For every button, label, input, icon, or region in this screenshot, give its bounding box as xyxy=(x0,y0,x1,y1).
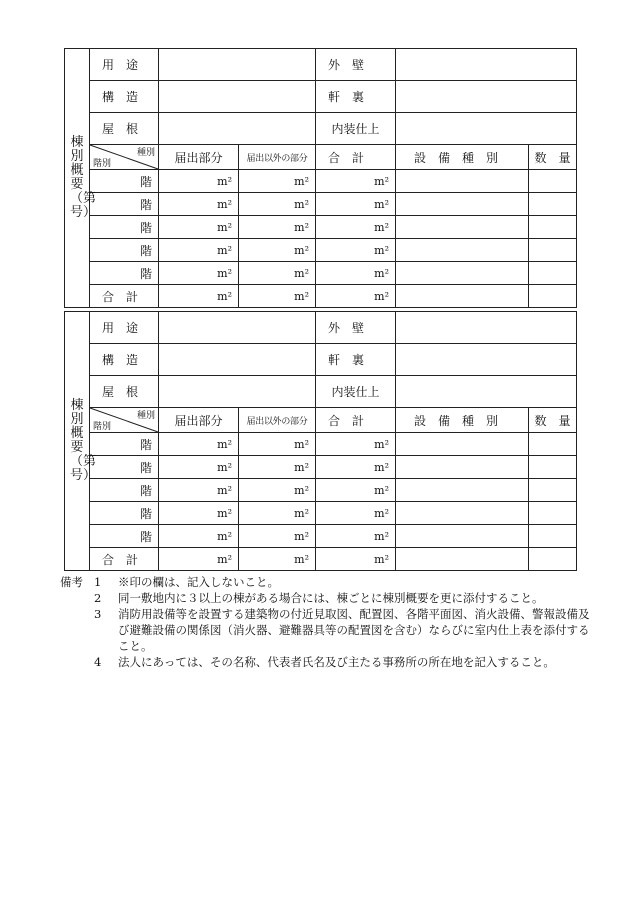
quantity-cell[interactable] xyxy=(529,456,577,479)
structure-label-cell xyxy=(90,81,159,113)
non-reported-area-cell[interactable] xyxy=(239,525,316,548)
remarks-text: 消防用設備等を設置する建築物の付近見取図、配置図、各階平面図、消火設備、警報設備及び避難設備の関係図（消火器、避難器具等の配置図を含む）ならびに室内仕上表を添付すること。 xyxy=(118,607,590,653)
total-area-cell[interactable] xyxy=(316,502,396,525)
unit-label: m² xyxy=(217,506,232,520)
unit-label: m² xyxy=(217,437,232,451)
total-row-label-cell xyxy=(90,285,159,308)
diagonal-header-cell xyxy=(90,145,159,170)
unit-label: m² xyxy=(374,220,389,234)
equipment-type-cell[interactable] xyxy=(396,170,529,193)
total-row xyxy=(65,548,577,571)
remarks-text: 同一敷地内に３以上の棟がある場合には、棟ごとに棟別概要を更に添付すること。 xyxy=(118,591,544,605)
remarks-item-2 xyxy=(60,590,600,606)
quantity-cell[interactable] xyxy=(529,239,577,262)
interior-finish-input[interactable] xyxy=(396,376,577,408)
total-header-label: 合 計 xyxy=(328,150,365,165)
reported-part-header xyxy=(159,145,239,170)
floor-cell[interactable] xyxy=(90,216,159,239)
unit-label: m² xyxy=(217,266,232,280)
floor-row xyxy=(65,525,577,548)
unit-label: m² xyxy=(374,437,389,451)
roof-label-cell xyxy=(90,113,159,145)
non-reported-area-total-cell[interactable] xyxy=(239,285,316,308)
structure-label: 構 造 xyxy=(102,90,139,104)
floor-label: 階 xyxy=(139,197,152,212)
eaves-label-cell xyxy=(316,81,396,113)
eaves-label: 軒 裏 xyxy=(328,353,365,367)
roof-label: 屋 根 xyxy=(102,385,139,399)
quantity-cell[interactable] xyxy=(529,525,577,548)
equipment-type-cell[interactable] xyxy=(396,433,529,456)
unit-label: m² xyxy=(217,460,232,474)
unit-label: m² xyxy=(374,460,389,474)
remarks xyxy=(60,574,600,670)
floor-cell[interactable] xyxy=(90,262,159,285)
exterior-wall-input[interactable] xyxy=(396,49,577,81)
floor-label: 階 xyxy=(139,460,152,475)
eaves-input[interactable] xyxy=(396,81,577,113)
unit-label: m² xyxy=(374,483,389,497)
total-area-cell[interactable] xyxy=(316,525,396,548)
non-reported-area-cell[interactable] xyxy=(239,456,316,479)
unit-label: m² xyxy=(217,197,232,211)
unit-label: m² xyxy=(374,552,389,566)
quantity-cell[interactable] xyxy=(529,548,577,571)
total-area-cell[interactable] xyxy=(316,262,396,285)
total-header xyxy=(316,408,396,433)
type-label: 種別 xyxy=(136,148,155,158)
reported-area-cell[interactable] xyxy=(159,262,239,285)
reported-area-cell[interactable] xyxy=(159,456,239,479)
remarks-item-4 xyxy=(60,654,600,670)
total-area-cell[interactable] xyxy=(316,239,396,262)
quantity-label: 数 量 xyxy=(534,150,571,165)
total-area-cell[interactable] xyxy=(316,479,396,502)
unit-label: m² xyxy=(374,529,389,543)
total-header-label: 合 計 xyxy=(328,413,365,428)
structure-input[interactable] xyxy=(159,81,316,113)
reported-area-total-cell[interactable] xyxy=(159,285,239,308)
equipment-type-cell[interactable] xyxy=(396,548,529,571)
reported-area-cell[interactable] xyxy=(159,239,239,262)
reported-area-cell[interactable] xyxy=(159,170,239,193)
quantity-cell[interactable] xyxy=(529,216,577,239)
non-reported-area-cell[interactable] xyxy=(239,479,316,502)
unit-label: m² xyxy=(374,289,389,303)
quantity-cell[interactable] xyxy=(529,262,577,285)
equipment-type-cell[interactable] xyxy=(396,479,529,502)
floor-row xyxy=(65,216,577,239)
total-area-cell[interactable] xyxy=(316,193,396,216)
interior-finish-label-cell xyxy=(316,376,396,408)
exterior-wall-label-cell xyxy=(316,49,396,81)
type-label: 種別 xyxy=(136,411,155,421)
equipment-type-header xyxy=(396,145,529,170)
remarks-item-3 xyxy=(60,606,600,654)
unit-label: m² xyxy=(217,220,232,234)
floor-row xyxy=(65,239,577,262)
unit-label: m² xyxy=(374,174,389,188)
floor-row xyxy=(65,433,577,456)
eaves-label-cell xyxy=(316,344,396,376)
floor-row xyxy=(65,193,577,216)
floor-label: 階 xyxy=(139,220,152,235)
non-reported-area-cell[interactable] xyxy=(239,433,316,456)
total-area-cell[interactable] xyxy=(316,433,396,456)
reported-part-label: 届出部分 xyxy=(174,150,223,165)
total-row xyxy=(65,285,577,308)
floor-cell[interactable] xyxy=(90,479,159,502)
remarks-item-1 xyxy=(60,574,600,590)
floor-label: 階 xyxy=(139,243,152,258)
reported-area-cell[interactable] xyxy=(159,502,239,525)
unit-label: m² xyxy=(374,506,389,520)
quantity-cell[interactable] xyxy=(529,193,577,216)
unit-label: m² xyxy=(294,289,309,303)
non-reported-area-cell[interactable] xyxy=(239,216,316,239)
use-label: 用 途 xyxy=(102,58,139,72)
quantity-label: 数 量 xyxy=(534,413,571,428)
non-reported-area-cell[interactable] xyxy=(239,170,316,193)
total-header xyxy=(316,145,396,170)
quantity-cell[interactable] xyxy=(529,433,577,456)
exterior-wall-label: 外 壁 xyxy=(328,58,365,72)
total-area-total-cell[interactable] xyxy=(316,285,396,308)
structure-input[interactable] xyxy=(159,344,316,376)
equipment-type-label: 設 備 種 別 xyxy=(414,150,499,165)
interior-finish-label: 内装仕上 xyxy=(331,122,380,136)
unit-label: m² xyxy=(374,266,389,280)
floor-label: 階 xyxy=(139,266,152,281)
total-area-cell[interactable] xyxy=(316,216,396,239)
floor-row xyxy=(65,262,577,285)
equipment-type-cell[interactable] xyxy=(396,262,529,285)
floor-label: 階 xyxy=(139,437,152,452)
use-label: 用 途 xyxy=(102,321,139,335)
equipment-type-label: 設 備 種 別 xyxy=(414,413,499,428)
non-reported-area-total-cell[interactable] xyxy=(239,548,316,571)
unit-label: m² xyxy=(294,460,309,474)
non-reported-area-cell[interactable] xyxy=(239,502,316,525)
reported-part-label: 届出部分 xyxy=(174,413,223,428)
floor-label: 階 xyxy=(139,174,152,189)
total-area-cell[interactable] xyxy=(316,456,396,479)
floor-label: 階 xyxy=(139,483,152,498)
non-reported-area-cell[interactable] xyxy=(239,262,316,285)
remarks-text: ※印の欄は、記入しないこと。 xyxy=(118,575,279,589)
roof-label: 屋 根 xyxy=(102,122,139,136)
quantity-header xyxy=(529,408,577,433)
use-input[interactable] xyxy=(159,49,316,81)
exterior-wall-label: 外 壁 xyxy=(328,321,365,335)
exterior-wall-input[interactable] xyxy=(396,312,577,344)
interior-finish-label-cell xyxy=(316,113,396,145)
non-reported-part-header xyxy=(239,408,316,433)
structure-label: 構 造 xyxy=(102,353,139,367)
unit-label: m² xyxy=(217,483,232,497)
floor-row xyxy=(65,170,577,193)
equipment-type-cell[interactable] xyxy=(396,525,529,548)
non-reported-area-cell[interactable] xyxy=(239,239,316,262)
equipment-type-cell[interactable] xyxy=(396,193,529,216)
unit-label: m² xyxy=(294,243,309,257)
remarks-number: 3 xyxy=(94,607,102,621)
reported-area-cell[interactable] xyxy=(159,193,239,216)
unit-label: m² xyxy=(217,552,232,566)
unit-label: m² xyxy=(294,552,309,566)
use-input[interactable] xyxy=(159,312,316,344)
quantity-cell[interactable] xyxy=(529,170,577,193)
non-reported-part-label: 届出以外の部分 xyxy=(246,153,308,164)
unit-label: m² xyxy=(294,483,309,497)
reported-part-header xyxy=(159,408,239,433)
unit-label: m² xyxy=(294,266,309,280)
interior-finish-input[interactable] xyxy=(396,113,577,145)
unit-label: m² xyxy=(217,529,232,543)
remarks-number: 2 xyxy=(94,591,102,605)
non-reported-area-cell[interactable] xyxy=(239,193,316,216)
equipment-type-header xyxy=(396,408,529,433)
remarks-number: 1 xyxy=(94,575,102,589)
floor-row xyxy=(65,456,577,479)
total-area-cell[interactable] xyxy=(316,170,396,193)
total-area-total-cell[interactable] xyxy=(316,548,396,571)
floor-label: 階 xyxy=(139,529,152,544)
floor-type-label: 階別 xyxy=(93,159,112,169)
floor-cell[interactable] xyxy=(90,525,159,548)
equipment-type-cell[interactable] xyxy=(396,456,529,479)
quantity-header xyxy=(529,145,577,170)
eaves-input[interactable] xyxy=(396,344,577,376)
equipment-type-cell[interactable] xyxy=(396,502,529,525)
remarks-number: 4 xyxy=(94,655,102,669)
unit-label: m² xyxy=(294,437,309,451)
roof-input[interactable] xyxy=(159,113,316,145)
unit-label: m² xyxy=(294,220,309,234)
remarks-heading: 備考 xyxy=(60,575,83,589)
floor-row xyxy=(65,502,577,525)
unit-label: m² xyxy=(374,243,389,257)
quantity-cell[interactable] xyxy=(529,502,577,525)
floor-cell[interactable] xyxy=(90,433,159,456)
non-reported-part-label: 届出以外の部分 xyxy=(246,416,308,427)
structure-label-cell xyxy=(90,344,159,376)
floor-row xyxy=(65,479,577,502)
equipment-type-cell[interactable] xyxy=(396,285,529,308)
building-overview-table-2 xyxy=(64,311,577,571)
total-row-label: 合 計 xyxy=(102,552,139,567)
equipment-type-cell[interactable] xyxy=(396,239,529,262)
total-row-label-cell xyxy=(90,548,159,571)
use-label-cell xyxy=(90,312,159,344)
unit-label: m² xyxy=(217,243,232,257)
reported-area-cell[interactable] xyxy=(159,525,239,548)
reported-area-total-cell[interactable] xyxy=(159,548,239,571)
unit-label: m² xyxy=(217,174,232,188)
floor-type-label: 階別 xyxy=(93,422,112,432)
reported-area-cell[interactable] xyxy=(159,216,239,239)
exterior-wall-label-cell xyxy=(316,312,396,344)
remarks-text: 法人にあっては、その名称、代表者氏名及び主たる事務所の所在地を記入すること。 xyxy=(118,655,555,669)
quantity-cell[interactable] xyxy=(529,285,577,308)
unit-label: m² xyxy=(294,529,309,543)
eaves-label: 軒 裏 xyxy=(328,90,365,104)
unit-label: m² xyxy=(294,506,309,520)
non-reported-part-header xyxy=(239,145,316,170)
building-overview-table-1 xyxy=(64,48,577,308)
interior-finish-label: 内装仕上 xyxy=(331,385,380,399)
total-row-label: 合 計 xyxy=(102,289,139,304)
reported-area-cell[interactable] xyxy=(159,479,239,502)
floor-label: 階 xyxy=(139,506,152,521)
equipment-type-cell[interactable] xyxy=(396,216,529,239)
reported-area-cell[interactable] xyxy=(159,433,239,456)
use-label-cell xyxy=(90,49,159,81)
floor-cell[interactable] xyxy=(90,170,159,193)
roof-label-cell xyxy=(90,376,159,408)
unit-label: m² xyxy=(217,289,232,303)
unit-label: m² xyxy=(294,197,309,211)
side-label-text: 棟別概要（第 号） xyxy=(70,398,110,483)
unit-label: m² xyxy=(374,197,389,211)
floor-cell[interactable] xyxy=(90,502,159,525)
unit-label: m² xyxy=(294,174,309,188)
side-label-text: 棟別概要（第 号） xyxy=(70,135,110,220)
quantity-cell[interactable] xyxy=(529,479,577,502)
floor-cell[interactable] xyxy=(90,239,159,262)
diagonal-header-cell xyxy=(90,408,159,433)
roof-input[interactable] xyxy=(159,376,316,408)
